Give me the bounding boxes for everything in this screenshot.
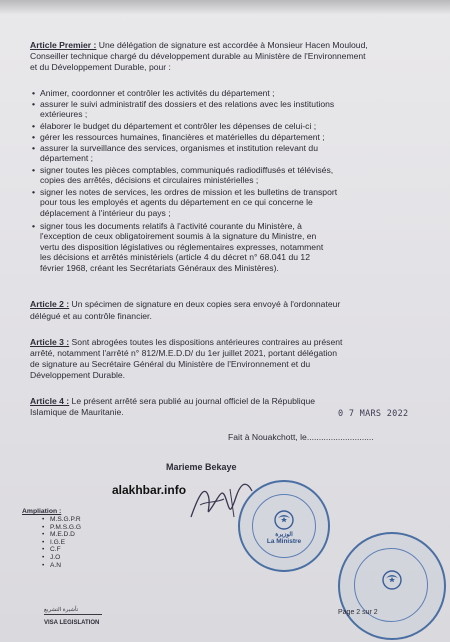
article-1-bullet (32, 88, 440, 98)
bullet-marker: • (32, 143, 36, 153)
stamp-label: La Ministre (266, 538, 302, 545)
ampliation-item: • M.E.D.D (22, 531, 81, 539)
bullet-line: l'exception de ceux obligatoirement soumis à la signature du Ministre, en (40, 231, 317, 242)
article-1-bullet (32, 165, 440, 186)
bullet-line: élaborer le budget du département et contrôler les dépenses de celui-ci ; (40, 121, 317, 131)
signatory-name: Marieme Bekaye (166, 462, 237, 472)
article-1-line-2: Conseiller technique chargé du développement durable au Ministère de l'Environnement (30, 51, 366, 61)
crest-icon (272, 508, 296, 532)
bullet-line: copies des arrêtés, décisions et circulaires ministérielles ; (40, 175, 259, 186)
article-4-text: Le présent arrêté sera publié au journal officiel de la République (69, 396, 316, 406)
article-1-line-1 (30, 40, 440, 51)
article-1-line-3: et du Développement Durable, pour : (30, 62, 171, 72)
article-3-line-3: de signature au Secrétaire Général du Ministère de l'Environnement et du (30, 359, 311, 369)
article-4-line-1 (30, 396, 445, 407)
article-1-bullet (32, 132, 440, 142)
visa-legislation: VISA LEGISLATION (44, 620, 100, 626)
ampliation-item: • P.M.S.G.G (22, 524, 81, 532)
bullet-line: assurer la surveillance des services, organismes et institution relevant du (40, 143, 318, 153)
bullet-marker: • (32, 88, 36, 98)
ampliation-item: • I.G.E (22, 539, 81, 547)
article-1-bullet (32, 143, 440, 164)
bullet-line: pour tous les employés et agents du département en ce qui concerne le (40, 197, 313, 208)
article-3-line-4: Développement Durable. (30, 370, 126, 380)
article-1-text: Une délégation de signature est accordée à Monsieur Hacen Mouloud, (96, 40, 368, 50)
crest-icon-secondary (380, 568, 404, 592)
ampliation-item: • A.N (22, 562, 81, 570)
article-2-label: Article 2 : (30, 299, 70, 309)
bullet-marker: • (32, 221, 36, 231)
bullet-marker: • (32, 99, 36, 109)
article-2-line-2: délégué et au contrôle financier. (30, 311, 152, 321)
bullet-line: signer tous les documents relatifs à l'activité courante du Ministère, à (40, 221, 302, 231)
ampliation-list (22, 516, 81, 569)
bullet-line: signer les notes de services, les ordres de mission et les bulletins de transport (40, 187, 338, 197)
article-1-bullet (32, 221, 440, 273)
article-4-line-2: Islamique de Mauritanie. (30, 407, 124, 417)
bullet-marker: • (32, 121, 36, 131)
official-stamp-secondary (338, 532, 446, 640)
stamp-arabic: الوزيرة (275, 532, 293, 538)
bullet-marker: • (32, 165, 36, 175)
bullet-line: déplacement à l'intérieur du pays ; (40, 207, 171, 218)
bullet-marker: • (32, 187, 36, 197)
ampliation-item: • C.F (22, 546, 81, 554)
visa-divider (44, 614, 102, 615)
place-date: Fait à Nouakchott, le............................ (228, 432, 374, 442)
article-2-line-1 (30, 299, 440, 310)
article-4-label: Article 4 : (30, 396, 70, 406)
bullet-line: gérer les ressources humaines, financières et matérielles du département ; (40, 132, 325, 142)
article-3-text: Sont abrogées toutes les dispositions antérieures contraires au présent (69, 337, 343, 347)
bullet-line: département ; (40, 153, 94, 164)
visa-arabic: تأشيرة التشريع (44, 607, 79, 613)
page-number: Page 2 sur 2 (338, 609, 378, 616)
official-stamp (238, 480, 330, 572)
ampliation-item: • J.O (22, 554, 81, 562)
page-shadow (0, 0, 450, 14)
bullet-line: vertu des disposition législatives ou réglementaires expresses, notamment (40, 241, 324, 252)
date-stamp: 0 7 MARS 2022 (338, 409, 409, 419)
bullet-marker: • (32, 132, 36, 142)
bullet-line: février 1968, créant les Secrétariats Généraux des Ministères). (40, 262, 279, 273)
article-3-line-1 (30, 337, 440, 348)
bullet-line: signer toutes les pièces comptables, communiqués radiodiffusés et télévisés, (40, 165, 334, 175)
article-3-label: Article 3 : (30, 337, 70, 347)
article-1-bullet (32, 121, 440, 131)
article-1-bullet (32, 187, 440, 218)
bullet-line: extérieures ; (40, 109, 88, 120)
watermark-text: alakhbar.info (112, 483, 187, 497)
bullet-line: Animer, coordonner et contrôler les activités du département ; (40, 88, 275, 98)
article-3-line-2: arrêté, notamment l'arrêté n° 812/M.E.D.D/ du 1er juillet 2021, portant délégation (30, 348, 337, 358)
article-1-label: Article Premier : (30, 40, 97, 50)
ampliation-item: • M.S.G.P.R (22, 516, 81, 524)
ampliation-title: Ampliation : (22, 508, 62, 515)
article-2-text: Un spécimen de signature en deux copies sera envoyé à l'ordonnateur (69, 299, 341, 309)
article-1-bullet (32, 99, 440, 120)
bullet-line: assurer le suivi administratif des dossiers et des relations avec les institutions (40, 99, 335, 109)
bullet-line: les décisions et arrêtés ministériels (article 4 du décret n° 68.041 du 12 (40, 252, 310, 263)
